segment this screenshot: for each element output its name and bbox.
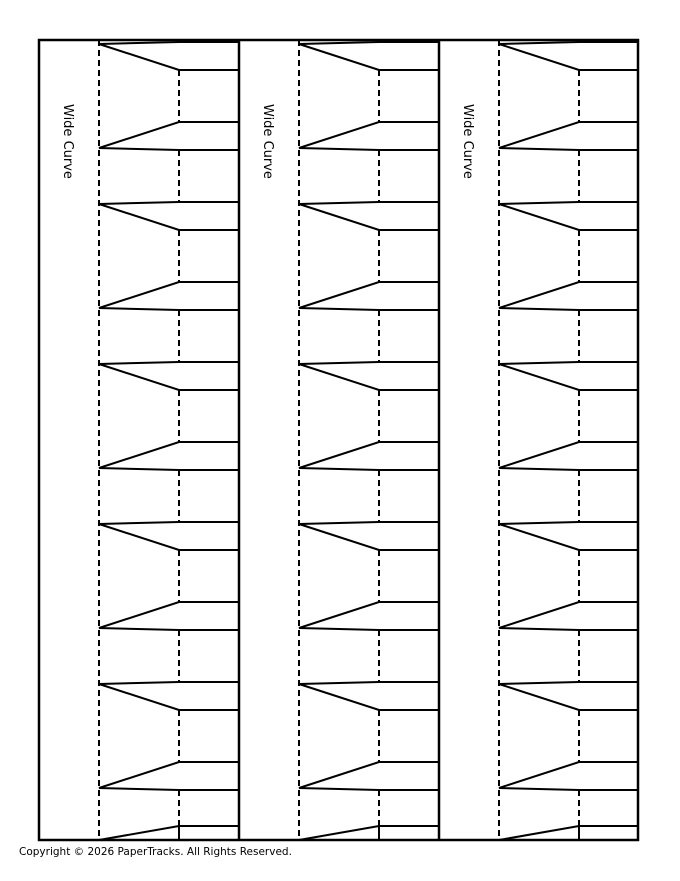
track-tab bbox=[499, 442, 639, 470]
track-tab bbox=[299, 762, 439, 790]
strip-1 bbox=[60, 40, 239, 840]
track-tab bbox=[499, 282, 639, 310]
track-tab-partial bbox=[99, 826, 239, 840]
track-tab bbox=[299, 602, 439, 630]
track-tab bbox=[99, 202, 239, 230]
track-tab bbox=[99, 362, 239, 390]
sheet-border bbox=[39, 40, 638, 840]
track-tab bbox=[499, 42, 639, 70]
strip-label-1: Wide Curve bbox=[60, 104, 75, 179]
track-tab bbox=[99, 442, 239, 470]
track-tab bbox=[299, 442, 439, 470]
track-tab bbox=[499, 122, 639, 150]
track-tab bbox=[99, 122, 239, 150]
track-tab bbox=[499, 362, 639, 390]
track-tab bbox=[499, 602, 639, 630]
track-tab bbox=[99, 762, 239, 790]
track-tab bbox=[499, 522, 639, 550]
track-tab bbox=[499, 762, 639, 790]
strip-label-2: Wide Curve bbox=[260, 104, 275, 179]
strip-3 bbox=[460, 40, 639, 840]
track-tab bbox=[299, 362, 439, 390]
track-tab bbox=[499, 202, 639, 230]
track-tab bbox=[299, 122, 439, 150]
track-tab bbox=[299, 682, 439, 710]
track-tab bbox=[499, 682, 639, 710]
track-tab bbox=[99, 602, 239, 630]
track-tab bbox=[299, 202, 439, 230]
track-tab bbox=[299, 522, 439, 550]
strip-label-3: Wide Curve bbox=[460, 104, 475, 179]
track-tab-partial bbox=[299, 826, 439, 840]
track-tab bbox=[99, 522, 239, 550]
strip-2 bbox=[260, 40, 439, 840]
track-tab bbox=[99, 282, 239, 310]
track-tab bbox=[299, 42, 439, 70]
track-tab-partial bbox=[499, 826, 639, 840]
track-tab bbox=[99, 42, 239, 70]
track-tab bbox=[299, 282, 439, 310]
copyright-notice: Copyright © 2026 PaperTracks. All Rights Reserved. bbox=[19, 846, 292, 858]
track-tab bbox=[99, 682, 239, 710]
